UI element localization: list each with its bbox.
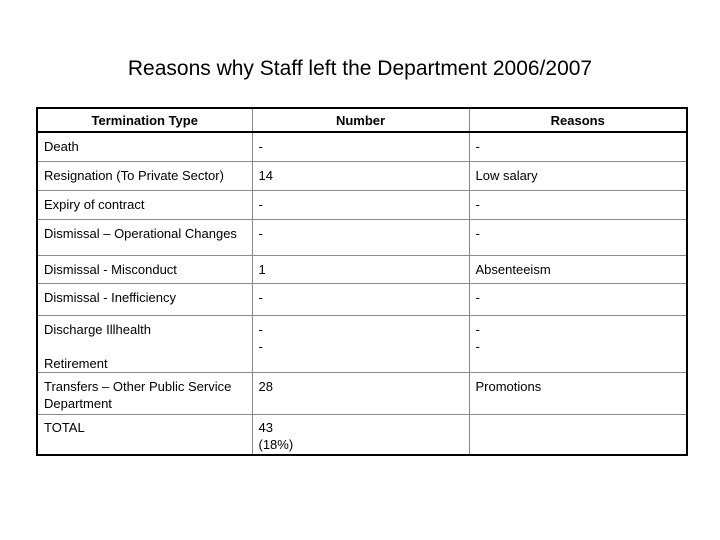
cell-type: Resignation (To Private Sector) bbox=[37, 162, 252, 191]
cell-reason: Promotions bbox=[469, 373, 687, 415]
cell-number: - bbox=[252, 132, 469, 162]
header-number: Number bbox=[252, 108, 469, 132]
cell-type bbox=[37, 316, 252, 373]
total-percent-empty bbox=[469, 436, 687, 455]
cell-type: Death bbox=[37, 132, 252, 162]
cell-reason bbox=[469, 316, 687, 373]
total-percent: (18%) bbox=[252, 436, 469, 455]
header-reasons: Reasons bbox=[469, 108, 687, 132]
cell-number: 28 bbox=[252, 373, 469, 415]
cell-gap bbox=[44, 338, 246, 355]
header-termination-type: Termination Type bbox=[37, 108, 252, 132]
cell-number: 1 bbox=[252, 256, 469, 284]
cell-number-line: - bbox=[258, 322, 263, 337]
cell-type-line: Discharge Illhealth bbox=[44, 322, 151, 337]
table-row bbox=[37, 162, 687, 191]
cell-reason: Absenteeism bbox=[469, 256, 687, 284]
cell-number: - bbox=[252, 191, 469, 220]
cell-reason: - bbox=[469, 191, 687, 220]
table-row bbox=[37, 191, 687, 220]
cell-number: - bbox=[252, 284, 469, 316]
table-row bbox=[37, 220, 687, 256]
cell-reason-line: - bbox=[475, 339, 480, 354]
cell-reason: Low salary bbox=[469, 162, 687, 191]
cell-type: Transfers – Other Public Service Department bbox=[37, 373, 252, 415]
table-row bbox=[37, 316, 687, 373]
cell-number: - bbox=[252, 220, 469, 256]
cell-reason: - bbox=[469, 220, 687, 256]
total-reason bbox=[469, 415, 687, 437]
table-row bbox=[37, 373, 687, 415]
cell-type: Dismissal - Misconduct bbox=[37, 256, 252, 284]
cell-reason: - bbox=[469, 284, 687, 316]
cell-number-line: - bbox=[258, 339, 263, 354]
table-row bbox=[37, 256, 687, 284]
cell-type: Dismissal – Operational Changes bbox=[37, 220, 252, 256]
cell-type: Expiry of contract bbox=[37, 191, 252, 220]
cell-reason: - bbox=[469, 132, 687, 162]
total-row bbox=[37, 415, 687, 437]
cell-reason-line: - bbox=[475, 322, 480, 337]
table-row bbox=[37, 284, 687, 316]
cell-number: 14 bbox=[252, 162, 469, 191]
total-number: 43 bbox=[252, 415, 469, 437]
total-percent-empty bbox=[37, 436, 252, 455]
total-label: TOTAL bbox=[37, 415, 252, 437]
cell-type-line: Retirement bbox=[44, 356, 108, 371]
table-row bbox=[37, 132, 687, 162]
total-percent-row bbox=[37, 436, 687, 455]
page-title: Reasons why Staff left the Department 2006/2007 bbox=[127, 57, 593, 80]
cell-number bbox=[252, 316, 469, 373]
table-header-row bbox=[37, 108, 687, 132]
termination-table bbox=[36, 107, 688, 456]
cell-type: Dismissal - Inefficiency bbox=[37, 284, 252, 316]
